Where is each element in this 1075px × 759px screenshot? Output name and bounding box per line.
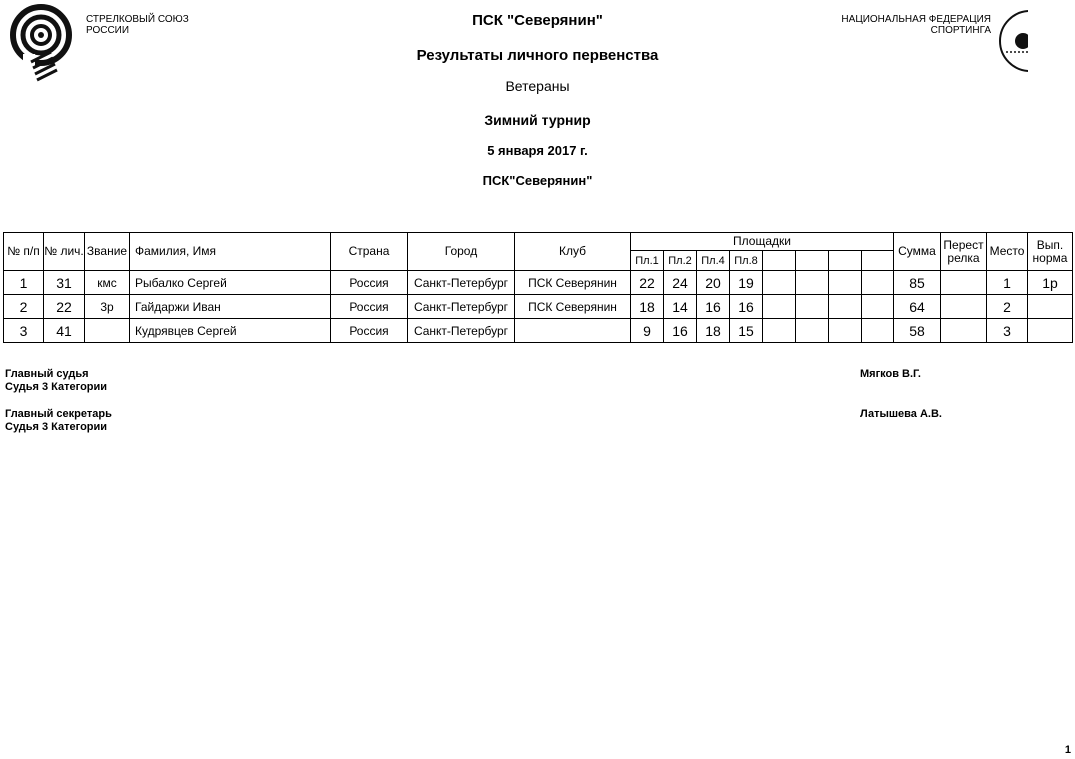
page-number: 1 bbox=[1064, 744, 1071, 756]
row-score: 9 bbox=[631, 319, 664, 343]
row-score: 16 bbox=[664, 319, 697, 343]
venue-name: ПСК"Северянин" bbox=[482, 173, 593, 188]
header-grounds: Площадки bbox=[631, 233, 894, 251]
chief-secretary-block bbox=[5, 408, 112, 434]
header-ground-4: Пл.4 bbox=[697, 251, 730, 271]
row-name: Рыбалко Сергей bbox=[130, 271, 331, 295]
row-score: 24 bbox=[664, 271, 697, 295]
row-rank: кмс bbox=[85, 271, 130, 295]
row-score: 18 bbox=[631, 295, 664, 319]
row-score: 14 bbox=[664, 295, 697, 319]
header-name: Фамилия, Имя bbox=[130, 233, 331, 271]
row-score-empty bbox=[763, 319, 796, 343]
results-table bbox=[3, 232, 1073, 343]
header-ground-empty bbox=[763, 251, 796, 271]
row-score-empty bbox=[862, 295, 894, 319]
row-score-empty bbox=[862, 271, 894, 295]
row-score-empty bbox=[829, 295, 862, 319]
header-place: Место bbox=[987, 233, 1028, 271]
row-score: 15 bbox=[730, 319, 763, 343]
row-score-empty bbox=[796, 295, 829, 319]
row-city: Санкт-Петербург bbox=[408, 271, 515, 295]
category-label: Ветераны bbox=[505, 78, 570, 94]
row-score-empty bbox=[829, 271, 862, 295]
header-ground-empty bbox=[796, 251, 829, 271]
row-total: 85 bbox=[894, 271, 941, 295]
header-ground-empty bbox=[862, 251, 894, 271]
row-score-empty bbox=[763, 271, 796, 295]
row-shootoff bbox=[941, 319, 987, 343]
report-title: Результаты личного первенства bbox=[416, 47, 659, 64]
header-total: Сумма bbox=[894, 233, 941, 271]
header-ground-1: Пл.1 bbox=[631, 251, 664, 271]
row-shootoff bbox=[941, 271, 987, 295]
row-num: 2 bbox=[4, 295, 44, 319]
header-ground-8: Пл.8 bbox=[730, 251, 763, 271]
event-date: 5 января 2017 г. bbox=[487, 143, 588, 158]
chief-secretary-category: Судья 3 Категории bbox=[5, 421, 108, 433]
header-num: № п/п bbox=[4, 233, 44, 271]
row-name: Гайдаржи Иван bbox=[130, 295, 331, 319]
org-left-name: СТРЕЛКОВЫЙ СОЮЗ РОССИИ bbox=[86, 14, 189, 36]
row-score-empty bbox=[796, 319, 829, 343]
header-shootoff: Перестрелка bbox=[941, 233, 987, 271]
table-header-row bbox=[4, 233, 1073, 251]
row-bib: 31 bbox=[44, 271, 85, 295]
header-bib: № лич. bbox=[44, 233, 85, 271]
row-country: Россия bbox=[331, 295, 408, 319]
row-bib: 22 bbox=[44, 295, 85, 319]
chief-judge-block bbox=[5, 368, 107, 394]
chief-judge-category: Судья 3 Категории bbox=[5, 381, 108, 393]
org-right-name: НАЦИОНАЛЬНАЯ ФЕДЕРАЦИЯ СПОРТИНГА bbox=[841, 14, 991, 36]
row-rank: 3р bbox=[85, 295, 130, 319]
row-place: 2 bbox=[987, 295, 1028, 319]
row-score-empty bbox=[796, 271, 829, 295]
row-norm bbox=[1028, 319, 1073, 343]
header-club: Клуб bbox=[515, 233, 631, 271]
row-score: 22 bbox=[631, 271, 664, 295]
row-num: 1 bbox=[4, 271, 44, 295]
row-rank bbox=[85, 319, 130, 343]
row-name: Кудрявцев Сергей bbox=[130, 319, 331, 343]
row-bib: 41 bbox=[44, 319, 85, 343]
row-club: ПСК Северянин bbox=[515, 295, 631, 319]
row-num: 3 bbox=[4, 319, 44, 343]
header-city: Город bbox=[408, 233, 515, 271]
row-score-empty bbox=[862, 319, 894, 343]
header-ground-2: Пл.2 bbox=[664, 251, 697, 271]
row-place: 1 bbox=[987, 271, 1028, 295]
row-shootoff bbox=[941, 295, 987, 319]
row-score: 16 bbox=[697, 295, 730, 319]
chief-secretary-name: Латышева А.В. bbox=[860, 408, 942, 420]
chief-judge-name: Мягков В.Г. bbox=[860, 368, 921, 380]
tournament-name: Зимний турнир bbox=[484, 112, 591, 128]
chief-judge-title: Главный судья bbox=[5, 368, 89, 380]
row-country: Россия bbox=[331, 319, 408, 343]
header-norm: Вып. норма bbox=[1028, 233, 1073, 271]
chief-secretary-title: Главный секретарь bbox=[5, 408, 112, 420]
row-city: Санкт-Петербург bbox=[408, 319, 515, 343]
row-score: 20 bbox=[697, 271, 730, 295]
row-city: Санкт-Петербург bbox=[408, 295, 515, 319]
table-row bbox=[4, 319, 1073, 343]
row-score: 19 bbox=[730, 271, 763, 295]
row-club: ПСК Северянин bbox=[515, 271, 631, 295]
row-country: Россия bbox=[331, 271, 408, 295]
row-score: 18 bbox=[697, 319, 730, 343]
header-country: Страна bbox=[331, 233, 408, 271]
row-score-empty bbox=[829, 319, 862, 343]
header-ground-empty bbox=[829, 251, 862, 271]
row-total: 58 bbox=[894, 319, 941, 343]
row-score-empty bbox=[763, 295, 796, 319]
row-total: 64 bbox=[894, 295, 941, 319]
table-row bbox=[4, 295, 1073, 319]
header-rank: Звание bbox=[85, 233, 130, 271]
table-row bbox=[4, 271, 1073, 295]
row-place: 3 bbox=[987, 319, 1028, 343]
row-norm bbox=[1028, 295, 1073, 319]
row-score: 16 bbox=[730, 295, 763, 319]
row-club bbox=[515, 319, 631, 343]
club-title: ПСК "Северянин" bbox=[472, 12, 603, 29]
row-norm: 1р bbox=[1028, 271, 1073, 295]
